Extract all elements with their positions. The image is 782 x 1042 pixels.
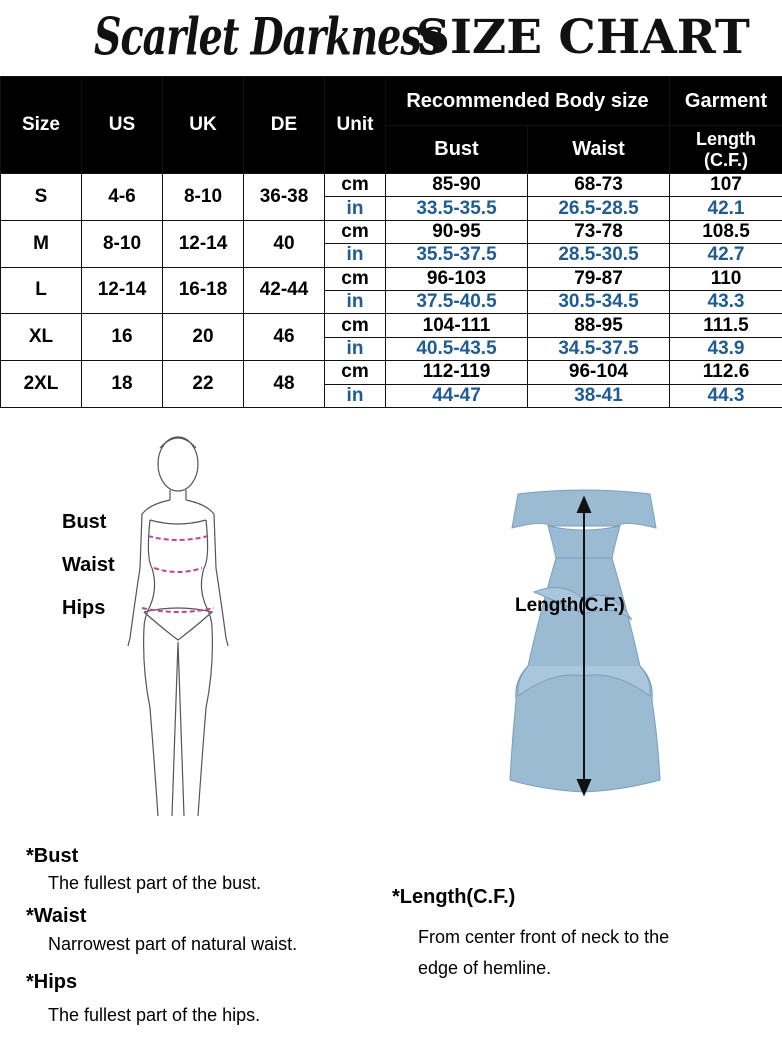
waist-cell: 28.5-30.5: [528, 244, 670, 267]
label-waist: Waist: [62, 554, 115, 576]
de-cell: 40: [244, 220, 325, 267]
unit-cell: cm: [325, 174, 386, 197]
def-bust-heading: *Bust: [26, 845, 79, 867]
unit-cell: in: [325, 197, 386, 220]
def-bust-text: The fullest part of the bust.: [48, 873, 262, 893]
unit-cell: cm: [325, 267, 386, 290]
header-us: US: [82, 77, 163, 174]
waist-measure-line: [154, 568, 202, 572]
size-table: [0, 76, 782, 408]
header-uk: UK: [163, 77, 244, 174]
waist-cell: 68-73: [528, 174, 670, 197]
us-cell: 8-10: [82, 220, 163, 267]
length-cell: 44.3: [670, 384, 782, 407]
size-cell: S: [1, 174, 82, 221]
def-waist-heading: *Waist: [26, 905, 87, 927]
bust-cell: 44-47: [386, 384, 528, 407]
us-cell: 4-6: [82, 174, 163, 221]
size-cell: XL: [1, 314, 82, 361]
length-cell: 111.5: [670, 314, 782, 337]
bust-cell: 35.5-37.5: [386, 244, 528, 267]
header-waist: Waist: [528, 126, 670, 174]
length-cell: 110: [670, 267, 782, 290]
def-waist-text: Narrowest part of natural waist.: [48, 934, 298, 954]
de-cell: 36-38: [244, 174, 325, 221]
us-cell: 12-14: [82, 267, 163, 314]
def-length-text-1: From center front of neck to the: [418, 927, 670, 947]
header-length-line2: (C.F.): [704, 149, 749, 170]
de-cell: 42-44: [244, 267, 325, 314]
size-cell: M: [1, 220, 82, 267]
bust-cell: 96-103: [386, 267, 528, 290]
label-length-cf: Length(C.F.): [515, 595, 625, 616]
de-cell: 46: [244, 314, 325, 361]
uk-cell: 16-18: [163, 267, 244, 314]
length-cell: 108.5: [670, 220, 782, 243]
bust-measure-line: [148, 536, 208, 540]
length-cell: 112.6: [670, 361, 782, 384]
waist-cell: 88-95: [528, 314, 670, 337]
waist-cell: 26.5-28.5: [528, 197, 670, 220]
header-length-line1: Length: [696, 128, 757, 149]
length-cell: 43.9: [670, 337, 782, 360]
unit-cell: in: [325, 337, 386, 360]
unit-cell: in: [325, 244, 386, 267]
uk-cell: 12-14: [163, 220, 244, 267]
bust-cell: 85-90: [386, 174, 528, 197]
waist-cell: 73-78: [528, 220, 670, 243]
unit-cell: cm: [325, 314, 386, 337]
label-hips: Hips: [62, 597, 106, 619]
us-cell: 18: [82, 361, 163, 408]
def-length-heading: *Length(C.F.): [392, 886, 516, 908]
header-size: Size: [1, 77, 82, 174]
waist-cell: 79-87: [528, 267, 670, 290]
unit-cell: cm: [325, 220, 386, 243]
brand-logo: Scarlet Darkness: [94, 5, 442, 67]
body-outline-illustration: [120, 428, 236, 822]
label-bust: Bust: [62, 511, 107, 533]
bust-cell: 33.5-35.5: [386, 197, 528, 220]
waist-cell: 96-104: [528, 361, 670, 384]
unit-cell: cm: [325, 361, 386, 384]
bust-cell: 104-111: [386, 314, 528, 337]
waist-cell: 30.5-34.5: [528, 290, 670, 313]
unit-cell: in: [325, 290, 386, 313]
waist-cell: 34.5-37.5: [528, 337, 670, 360]
bust-cell: 37.5-40.5: [386, 290, 528, 313]
dress-illustration: [504, 480, 664, 805]
de-cell: 48: [244, 361, 325, 408]
bust-cell: 90-95: [386, 220, 528, 243]
length-cell: 42.7: [670, 244, 782, 267]
header-de: DE: [244, 77, 325, 174]
waist-cell: 38-41: [528, 384, 670, 407]
length-cell: 42.1: [670, 197, 782, 220]
bust-cell: 112-119: [386, 361, 528, 384]
length-cell: 107: [670, 174, 782, 197]
unit-cell: in: [325, 384, 386, 407]
uk-cell: 20: [163, 314, 244, 361]
header-recommended-body-size: Recommended Body size: [386, 77, 670, 126]
header: [0, 0, 782, 76]
header-length: [670, 126, 782, 174]
header-bust: Bust: [386, 126, 528, 174]
def-hips-heading: *Hips: [26, 971, 78, 993]
uk-cell: 22: [163, 361, 244, 408]
page-title: SIZE CHART: [416, 10, 750, 65]
header-unit: Unit: [325, 77, 386, 174]
header-garment: Garment: [670, 77, 782, 126]
length-cell: 43.3: [670, 290, 782, 313]
size-cell: 2XL: [1, 361, 82, 408]
size-cell: L: [1, 267, 82, 314]
def-hips-text: The fullest part of the hips.: [48, 1005, 261, 1025]
def-length-text-2: edge of hemline.: [418, 958, 552, 978]
uk-cell: 8-10: [163, 174, 244, 221]
us-cell: 16: [82, 314, 163, 361]
bust-cell: 40.5-43.5: [386, 337, 528, 360]
